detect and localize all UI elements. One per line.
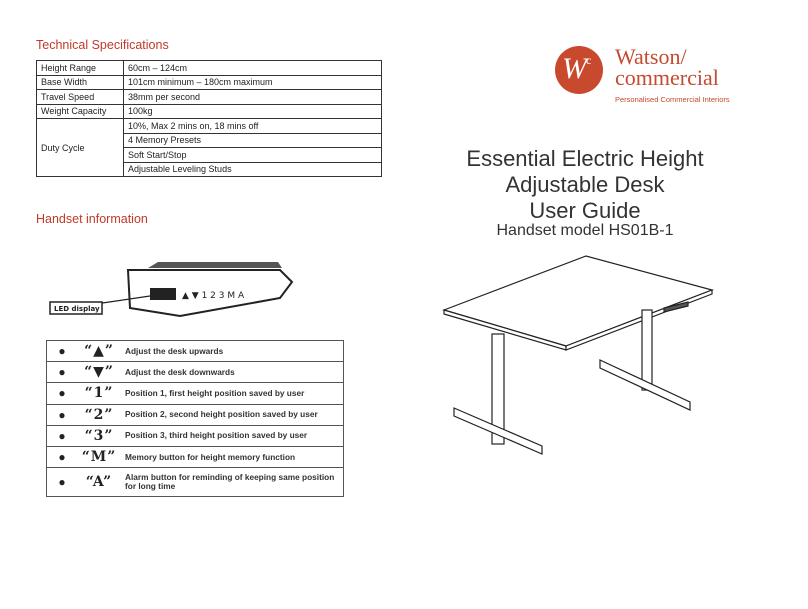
logo-mark-letter: W <box>562 52 587 85</box>
table-row <box>37 90 382 105</box>
watson-commercial-logo <box>553 40 743 110</box>
spec-key: Base Width <box>37 75 124 90</box>
spec-value: Adjustable Leveling Studs <box>124 162 382 177</box>
logo-name-line1: Watson/ <box>615 44 687 69</box>
logo-mark-superscript: c <box>586 53 592 67</box>
spec-value: Soft Start/Stop <box>124 148 382 163</box>
bullet-icon: ● <box>58 475 66 490</box>
spec-value: 4 Memory Presets <box>124 133 382 148</box>
table-row <box>37 75 382 90</box>
bullet-icon: ● <box>58 450 66 465</box>
button-legend <box>46 340 344 497</box>
button-symbol: “▼” <box>84 364 114 381</box>
button-symbol: “▲” <box>84 343 114 360</box>
table-row <box>37 61 382 76</box>
list-item <box>47 341 343 362</box>
button-description: Adjust the desk upwards <box>125 345 224 356</box>
list-item <box>47 447 343 468</box>
bullet-icon: ● <box>58 407 66 422</box>
button-description: Alarm button for reminding of keeping same position for long time <box>125 472 335 492</box>
button-symbol: “2” <box>84 406 114 423</box>
list-item <box>47 362 343 383</box>
spec-heading: Technical Specifications <box>36 38 169 52</box>
handset-heading: Handset information <box>36 212 148 226</box>
spec-value: 38mm per second <box>124 90 382 105</box>
button-symbol: “1” <box>84 385 114 402</box>
button-description: Adjust the desk downwards <box>125 366 235 377</box>
list-item <box>47 426 343 447</box>
handset-mount <box>148 262 282 268</box>
document-title-line2: Adjustable Desk <box>505 172 665 197</box>
spec-key: Weight Capacity <box>37 104 124 119</box>
list-item <box>47 468 343 496</box>
bullet-icon: ● <box>58 344 66 359</box>
desk-top <box>444 256 712 346</box>
logo-mark-icon <box>555 46 603 94</box>
spec-value: 60cm – 124cm <box>124 61 382 76</box>
spec-table <box>36 60 382 177</box>
led-display-label: LED display <box>54 305 100 313</box>
table-row <box>37 104 382 119</box>
button-symbol: “3” <box>84 427 114 444</box>
bullet-icon: ● <box>58 386 66 401</box>
button-description: Position 1, first height position saved by user <box>125 387 305 398</box>
button-symbol: “M” <box>81 449 117 466</box>
button-description: Position 3, third height position saved by user <box>125 430 308 441</box>
spec-value: 101cm minimum – 180cm maximum <box>124 75 382 90</box>
document-title-line1: Essential Electric Height <box>466 146 704 171</box>
bullet-icon: ● <box>58 428 66 443</box>
button-symbol: “A” <box>85 474 113 491</box>
bullet-icon: ● <box>58 365 66 380</box>
table-row <box>37 119 382 134</box>
document-subtitle: Handset model HS01B-1 <box>496 222 674 239</box>
list-item <box>47 383 343 404</box>
list-item <box>47 405 343 426</box>
back-leg <box>642 310 652 390</box>
logo-name-line2: commercial <box>615 65 719 90</box>
spec-value: 100kg <box>124 104 382 119</box>
handset-illustration <box>30 250 330 330</box>
spec-key: Travel Speed <box>37 90 124 105</box>
logo-tagline: Personalised Commercial Interiors <box>615 95 730 104</box>
desk-illustration <box>436 246 736 466</box>
button-description: Memory button for height memory function <box>125 451 296 462</box>
handset-buttons: ▲ ▼ 1 2 3 M A <box>182 291 245 301</box>
spec-value: 10%, Max 2 mins on, 18 mins off <box>124 119 382 134</box>
spec-key: Duty Cycle <box>37 119 124 177</box>
led-display <box>150 288 176 300</box>
document-title-line3: User Guide <box>529 198 641 223</box>
button-description: Position 2, second height position saved by user <box>125 409 318 420</box>
spec-key: Height Range <box>37 61 124 76</box>
